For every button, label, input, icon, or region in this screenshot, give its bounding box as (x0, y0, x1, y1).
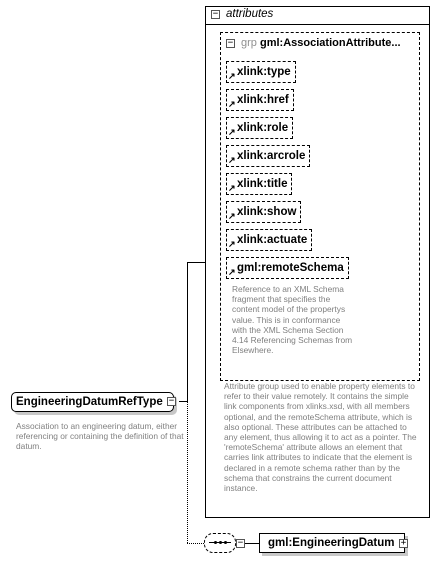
connector-line (187, 262, 188, 402)
attribute-arrow-icon: ↗ (228, 267, 236, 277)
attribute-label: xlink:arcrole (237, 150, 306, 162)
attribute-gml-remoteschema[interactable] (226, 257, 349, 279)
element-name: gml:EngineeringDatum (268, 537, 395, 549)
expand-element-toggle[interactable]: + (400, 538, 407, 548)
connector-line (179, 401, 187, 402)
attribute-xlink-actuate[interactable] (226, 229, 312, 251)
attribute-xlink-href[interactable] (226, 89, 294, 111)
attribute-label: xlink:role (237, 122, 289, 134)
attribute-xlink-show[interactable] (226, 201, 301, 223)
attribute-label: xlink:href (237, 94, 289, 106)
attributes-header-separator (205, 24, 430, 25)
attribute-group-prefix: grp (241, 37, 257, 49)
attribute-label: xlink:actuate (237, 234, 308, 246)
attribute-arrow-icon: ↗ (228, 127, 236, 137)
attribute-group-name[interactable]: gml:AssociationAttribute... (260, 37, 401, 49)
attribute-label: xlink:show (237, 206, 297, 218)
attribute-group-documentation: Attribute group used to enable property elements to refer to their value remotely. It contains the simple link components from xlinks.xsd, with all members optional, and the remoteSchema attribute, which is also optional. These attributes can be attached to any element, thus allowing it to act as a pointer. The 'remoteSchema' attribute allows an element that carries link attributes to indicate that the element is declared in a remote schema rather than by the schema that constrains the current document instance. (224, 381, 417, 494)
type-name: EngineeringDatumRefType (16, 396, 163, 408)
attribute-arrow-icon: ↗ (228, 71, 236, 81)
attribute-xlink-role[interactable] (226, 117, 293, 139)
attribute-label: xlink:type (237, 66, 291, 78)
collapse-attributes-toggle[interactable]: − (212, 9, 219, 19)
collapse-attribute-group-toggle[interactable]: − (227, 38, 234, 48)
attribute-label: gml:remoteSchema (237, 262, 344, 274)
collapse-type-toggle[interactable]: − (168, 396, 175, 406)
attribute-xlink-type[interactable] (226, 61, 296, 83)
attribute-arrow-icon: ↗ (228, 99, 236, 109)
attribute-label: xlink:title (237, 178, 288, 190)
connector-line-dotted (187, 402, 188, 543)
attribute-xlink-arcrole[interactable] (226, 145, 310, 167)
connector-line-dotted (187, 543, 204, 544)
sequence-icon (209, 542, 231, 544)
attribute-xlink-title[interactable] (226, 173, 292, 195)
collapse-sequence-toggle[interactable]: − (237, 538, 244, 548)
attribute-arrow-icon: ↗ (228, 239, 236, 249)
remote-schema-documentation: Reference to an XML Schema fragment that specifies the content model of the propertys value. This is in conformance with the XML Schema Section 4.14 Referencing Schemas from Elsewhere. (232, 284, 353, 356)
attribute-arrow-icon: ↗ (228, 211, 236, 221)
type-documentation: Association to an engineering datum, either referencing or containing the definition of that datum. (16, 421, 184, 452)
connector-line (187, 262, 205, 263)
attribute-arrow-icon: ↗ (228, 155, 236, 165)
attribute-arrow-icon: ↗ (228, 183, 236, 193)
attributes-label: attributes (226, 8, 274, 20)
